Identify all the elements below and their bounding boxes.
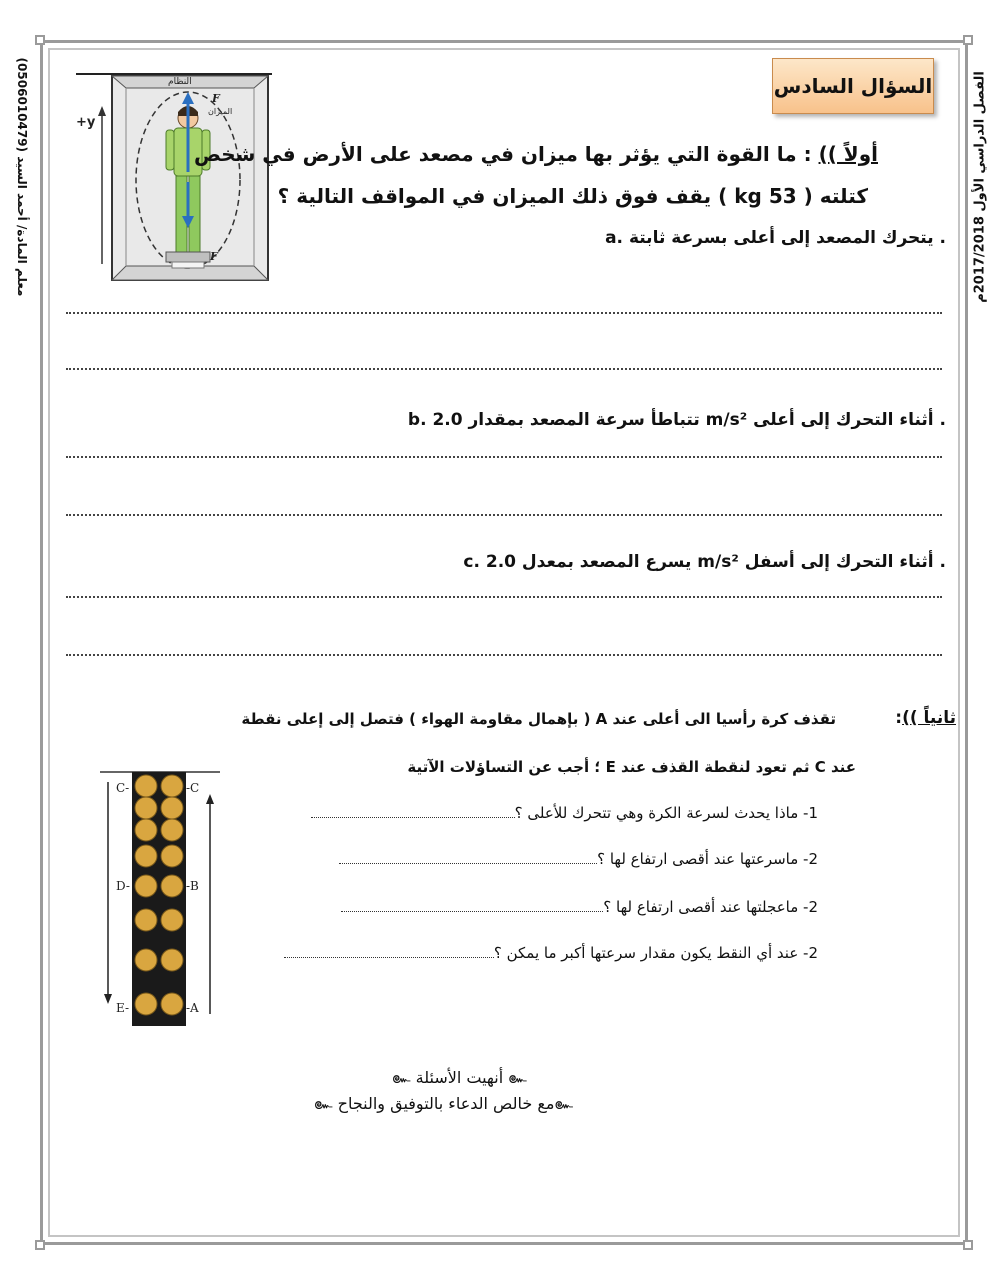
- q1-text: 1- ماذا يحدث لسرعة الكرة وهي تتحرك للأعلى ؟: [514, 804, 818, 822]
- scale-label: الميزان: [208, 107, 233, 116]
- item-c-text: يسرع المصعد بمعدل 2.0 m/s² أثناء التحرك إلى أسفل .: [485, 552, 946, 572]
- q2-text: 2- ماسرعتها عند أقصى ارتفاع لها ؟: [597, 850, 818, 868]
- q4-answer-line[interactable]: [284, 957, 494, 958]
- part1-item-c: [463, 552, 946, 572]
- item-a-letter: a.: [605, 228, 624, 248]
- y-axis-label: +y: [76, 115, 96, 130]
- question-title-badge: [772, 58, 934, 114]
- part2-line2: [407, 758, 856, 776]
- part2-line2-text: عند C ثم تعود لنقطة القذف عند E ؛ أجب عن التساؤلات الآتية: [407, 758, 856, 776]
- item-b-text: تتباطأ سرعة المصعد بمقدار 2.0 m/s² أثناء التحرك إلى أعلى .: [432, 410, 946, 430]
- q3-answer-line[interactable]: [341, 911, 603, 912]
- point-label-left-c: C-: [116, 781, 130, 795]
- scale: [166, 252, 210, 262]
- force-label: F: [212, 92, 220, 105]
- point-label-left-d: D-: [116, 879, 130, 893]
- frame-corner: [963, 1240, 973, 1250]
- frame-corner: [963, 35, 973, 45]
- teacher-note: [4, 57, 40, 297]
- part2-q4: [284, 944, 818, 962]
- item-b-letter: b.: [407, 410, 427, 430]
- q2-answer-line[interactable]: [339, 863, 597, 864]
- q3-text: 2- ماعجلتها عند أقصى ارتفاع لها ؟: [603, 898, 818, 916]
- item-a-text: يتحرك المصعد إلى أعلى بسرعة ثابتة .: [628, 228, 946, 248]
- answer-line[interactable]: [66, 514, 942, 516]
- part2-q2: [339, 850, 818, 868]
- part2-colon: :: [895, 708, 903, 728]
- point-label-left-e: E-: [116, 1001, 130, 1015]
- answer-line[interactable]: [66, 654, 942, 656]
- footer-line2: [314, 1092, 573, 1117]
- ball-strobe-figure: [100, 768, 222, 1028]
- part2-q1: [311, 804, 818, 822]
- frame-corner: [35, 35, 45, 45]
- part1-question-line2: [278, 184, 868, 208]
- elevator-diagram: [72, 72, 272, 282]
- question-title: السؤال السادس: [773, 74, 933, 98]
- q4-text: 2- عند أي النقط يكون مقدار سرعتها أكبر ما يمكن ؟: [493, 944, 818, 962]
- answer-line[interactable]: [66, 596, 942, 598]
- term-note: [962, 72, 998, 302]
- ball-diagram: [100, 768, 222, 1028]
- teacher-note-text: معلم المادة/ أحمد السيد (0506010479): [15, 57, 29, 297]
- footer-end-text: ๛ أنهيت الأسئلة ๛: [392, 1068, 527, 1087]
- part1-item-b: [408, 410, 946, 430]
- elevator-figure: [72, 72, 272, 282]
- answer-line[interactable]: [66, 456, 942, 458]
- answer-line[interactable]: [66, 368, 942, 370]
- part2-line1-text: تقذف كرة رأسيا الى أعلى عند A ( بإهمال مقاومة الهواء ) فتصل إلى إعلى نقطة: [241, 710, 836, 728]
- part2-heading: [895, 708, 956, 728]
- floor-force-label: F: [210, 250, 218, 263]
- footer-wish-text: ๛ مع خالص الدعاء بالتوفيق والنجاح๛: [314, 1094, 573, 1113]
- point-label-right-c: -C: [186, 781, 200, 795]
- part2-q3: [341, 898, 818, 916]
- answer-line[interactable]: [66, 312, 942, 314]
- term-note-text: الفصل الدراسي الأول 2017/2018م: [972, 71, 988, 303]
- frame-corner: [35, 1240, 45, 1250]
- part1-label: أولاً )): [818, 142, 878, 166]
- part1-question-text2: كتلته ( 53 kg ) يقف فوق ذلك الميزان في المواقف التالية ؟: [277, 184, 868, 208]
- part1-question-text: : ما القوة التي يؤثر بها ميزان في مصعد على الأرض في شخص: [193, 142, 812, 166]
- q1-answer-line[interactable]: [311, 817, 515, 818]
- point-label-right-a: -A: [186, 1001, 199, 1015]
- system-label: النظام: [168, 77, 192, 87]
- part2-line1: [241, 710, 836, 728]
- part1-item-a: [605, 228, 946, 248]
- point-label-right-b: -B: [186, 879, 199, 893]
- item-c-letter: c.: [463, 552, 480, 572]
- part2-label: ثانياً )): [902, 708, 956, 728]
- footer-line1: [392, 1066, 527, 1091]
- part1-question-line1: [194, 142, 878, 166]
